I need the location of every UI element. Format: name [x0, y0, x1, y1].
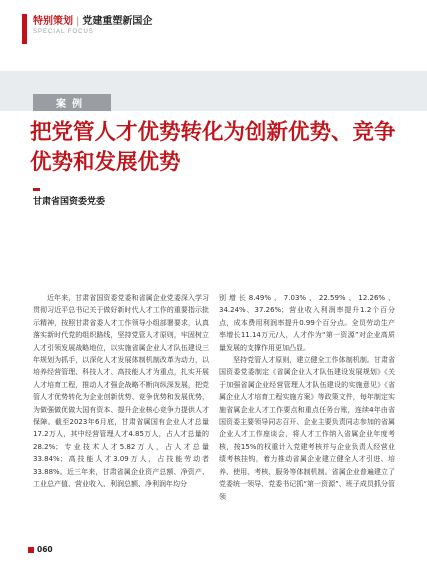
article-title: 把党管人才优势转化为创新优势、竞争优势和发展优势	[30, 120, 396, 175]
section-header	[33, 12, 152, 35]
page-number: 060	[37, 545, 53, 554]
body-column-right	[219, 292, 395, 503]
header-accent-bar	[22, 14, 27, 44]
category-badge: 案例	[33, 94, 111, 111]
body-column-left	[33, 292, 209, 491]
header-separator: |	[76, 16, 80, 27]
page-number-marker	[28, 547, 34, 553]
section-label: 特别策划	[33, 16, 73, 27]
body-paragraph: 近年来，甘肃省国资委党委和省属企业党委深入学习贯彻习近平总书记关于做好新时代人才工作的重要指示批示精神，按照甘肃省委人才工作领导小组部署要求，认真落实新时代党的组织路线，坚持党管人才原则，牢固树立人才引领发展战略地位，以实施省属企业人才队伍建设三年规划为抓手，以深化人才发展体制机制改革为动力，以培养经营管理、科技人才、高技能人才为重点，扎实开展人才培育工程，推动人才强企战略不断向纵深发展，把党管人才优势转化为企业创新优势、竞争优势和发展优势，为做强做优做大国有资本、提升企业核心竞争力提供人才保障。截至2023年6月底，甘肃省属国有企业人才总量17.2万人，其中经营管理人才4.85万人，占人才总量的28.2%；专业技术人才5.82万人，占人才总量33.84%；高技能人才3.09万人，占技能劳动者33.88%。近三年来，甘肃省属企业资产总额、净资产、工业总产值、营业收入、利润总额、净利润年均分	[33, 294, 209, 489]
author-accent	[33, 188, 40, 191]
section-english-title: SPECIAL FOCUS	[33, 29, 94, 35]
section-title: 党建重塑新国企	[82, 16, 153, 27]
section-header-title-row	[33, 12, 152, 27]
body-paragraph: 别增长8.49%、7.03%、22.59%、12.26%、34.24%、37.26%；营业收入利润率提升1.2个百分点，成本费用利润率提升0.99个百分点。全员劳动生产率增长11.14万元/人，人才作为“第一资源”对企业高质量发展的支撑作用更加凸显。	[219, 294, 395, 352]
article-author: 甘肃省国资委党委	[33, 197, 106, 207]
body-paragraph: 坚持党管人才原则，建立健全工作体制机制。甘肃省国资委党委制定《省属企业人才队伍建设发展规划》《关于加强省属企业经营管理人才队伍建设的实施意见》《省属企业人才培育工程实施方案》等政策文件，每年制定实施省属企业人才工作要点和重点任务台账，连续4年由省国资委主要领导同志召开、企业主要负责同志参加的省属企业人才工作座谈会，将人才工作纳入省属企业年度考核，按15%的权重计入党建考核并与企业负责人经营业绩考核挂钩，着力推动省属企业建立健全人才引进、培养、使用、考核、服务等体制机制。省属企业普遍建立了党委统一领导、党委书记抓“第一资源”、班子成员抓分管领	[219, 356, 395, 501]
